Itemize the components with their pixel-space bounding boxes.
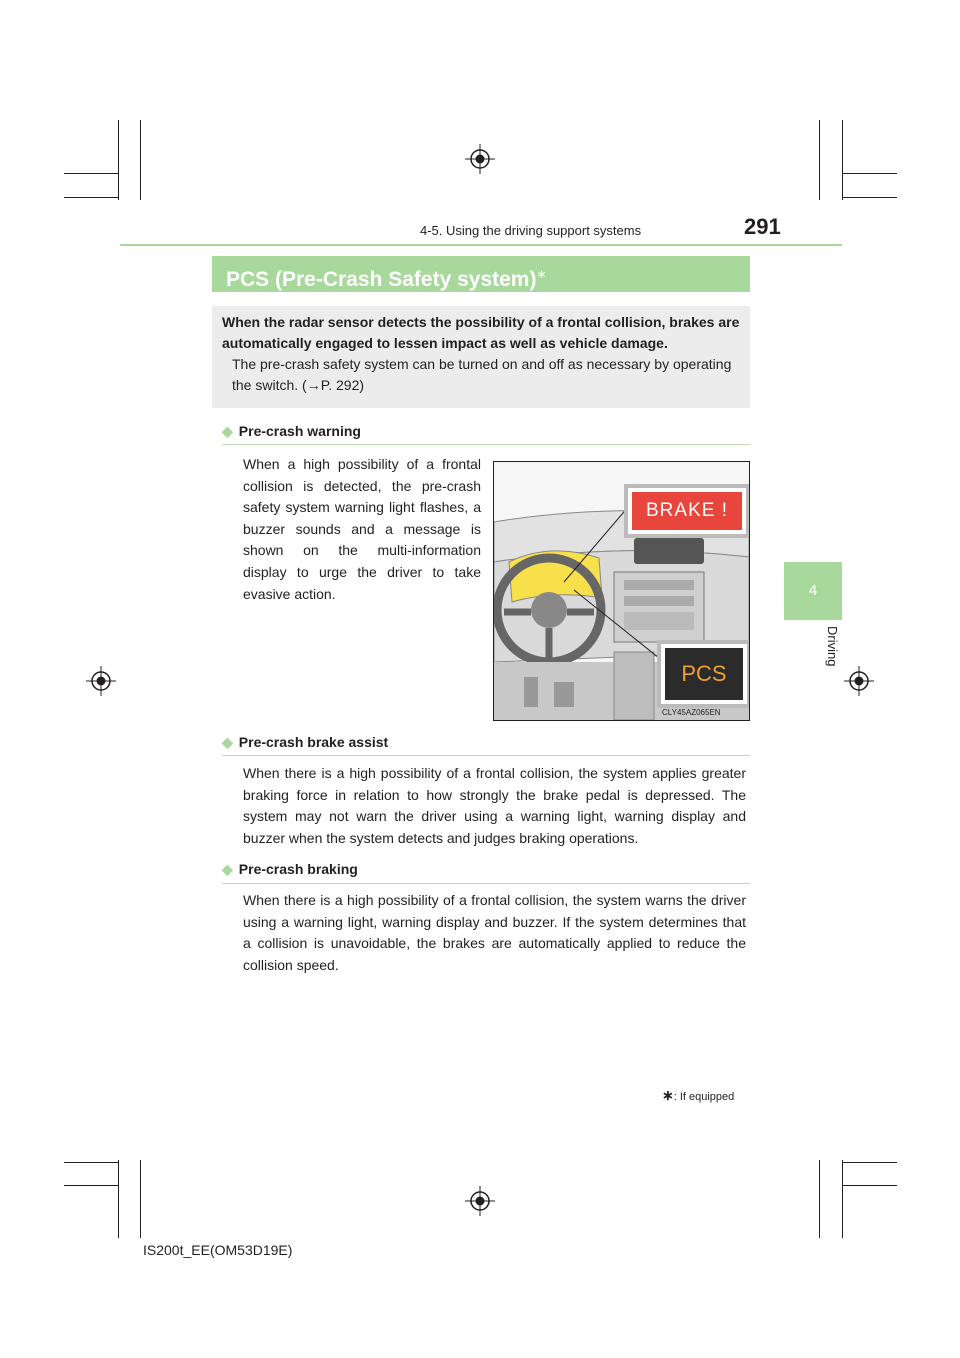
- footnote: [662, 1087, 734, 1104]
- figure-code: CLY45AZ065EN: [662, 708, 721, 717]
- title-footnote-marker: ∗: [536, 267, 547, 281]
- diamond-bullet-icon: ◆: [222, 861, 233, 877]
- header-rule: [120, 244, 842, 246]
- intro-sub: The pre-crash safety system can be turned on and off as necessary by operating the switch. (→P. 292): [232, 356, 732, 393]
- section-body: When there is a high possibility of a frontal collision, the system applies greater braking force in relation to how strongly the brake pedal is depressed. The system may not warn the driver using a warning light, warning display and buzzer when the system detects and judges braking operations.: [243, 765, 746, 846]
- registration-mark-icon: [465, 144, 495, 174]
- section-rule: [222, 755, 750, 756]
- footnote-text: : If equipped: [673, 1091, 735, 1103]
- diamond-bullet-icon: ◆: [222, 423, 233, 439]
- registration-mark-icon: [86, 666, 116, 696]
- section-heading-text: Pre-crash braking: [238, 861, 358, 877]
- section-body: When there is a high possibility of a frontal collision, the system warns the driver using a warning light, warning display and buzzer. If the system determines that a collision is unavoidable, the brakes are automatically applied to reduce the collision speed.: [243, 892, 746, 973]
- pcs-indicator-callout: PCS: [681, 661, 727, 686]
- chapter-label: Driving: [825, 626, 840, 667]
- section-rule: [222, 883, 750, 884]
- intro-box: [212, 306, 750, 408]
- title-text: PCS (Pre-Crash Safety system): [226, 268, 537, 291]
- section-heading-text: Pre-crash warning: [238, 423, 361, 439]
- section-heading: [222, 423, 361, 440]
- section-heading: [222, 861, 358, 878]
- document-id: IS200t_EE(OM53D19E): [143, 1242, 293, 1258]
- footnote-marker: ∗: [662, 1087, 674, 1103]
- dashboard-illustration: [493, 461, 750, 721]
- page-title: [212, 256, 750, 292]
- section-heading-text: Pre-crash brake assist: [238, 734, 389, 750]
- section-rule: [222, 444, 750, 445]
- section-heading: [222, 734, 388, 751]
- chapter-tab: 4: [784, 562, 842, 620]
- section-body: When a high possibility of a frontal collision is detected, the pre-crash safety system warning light flashes, a buzzer sounds and a message is shown on the multi-information display to urge the driver to take evasive action.: [243, 456, 481, 602]
- page-number: 291: [744, 214, 781, 239]
- section-reference: 4-5. Using the driving support systems: [420, 223, 642, 238]
- registration-mark-icon: [465, 1186, 495, 1216]
- intro-lead: When the radar sensor detects the possibility of a frontal collision, brakes are automatically engaged to lessen impact as well as vehicle damage.: [222, 314, 740, 351]
- brake-warning-callout: BRAKE !: [646, 500, 728, 521]
- registration-mark-icon: [844, 666, 874, 696]
- diamond-bullet-icon: ◆: [222, 734, 233, 750]
